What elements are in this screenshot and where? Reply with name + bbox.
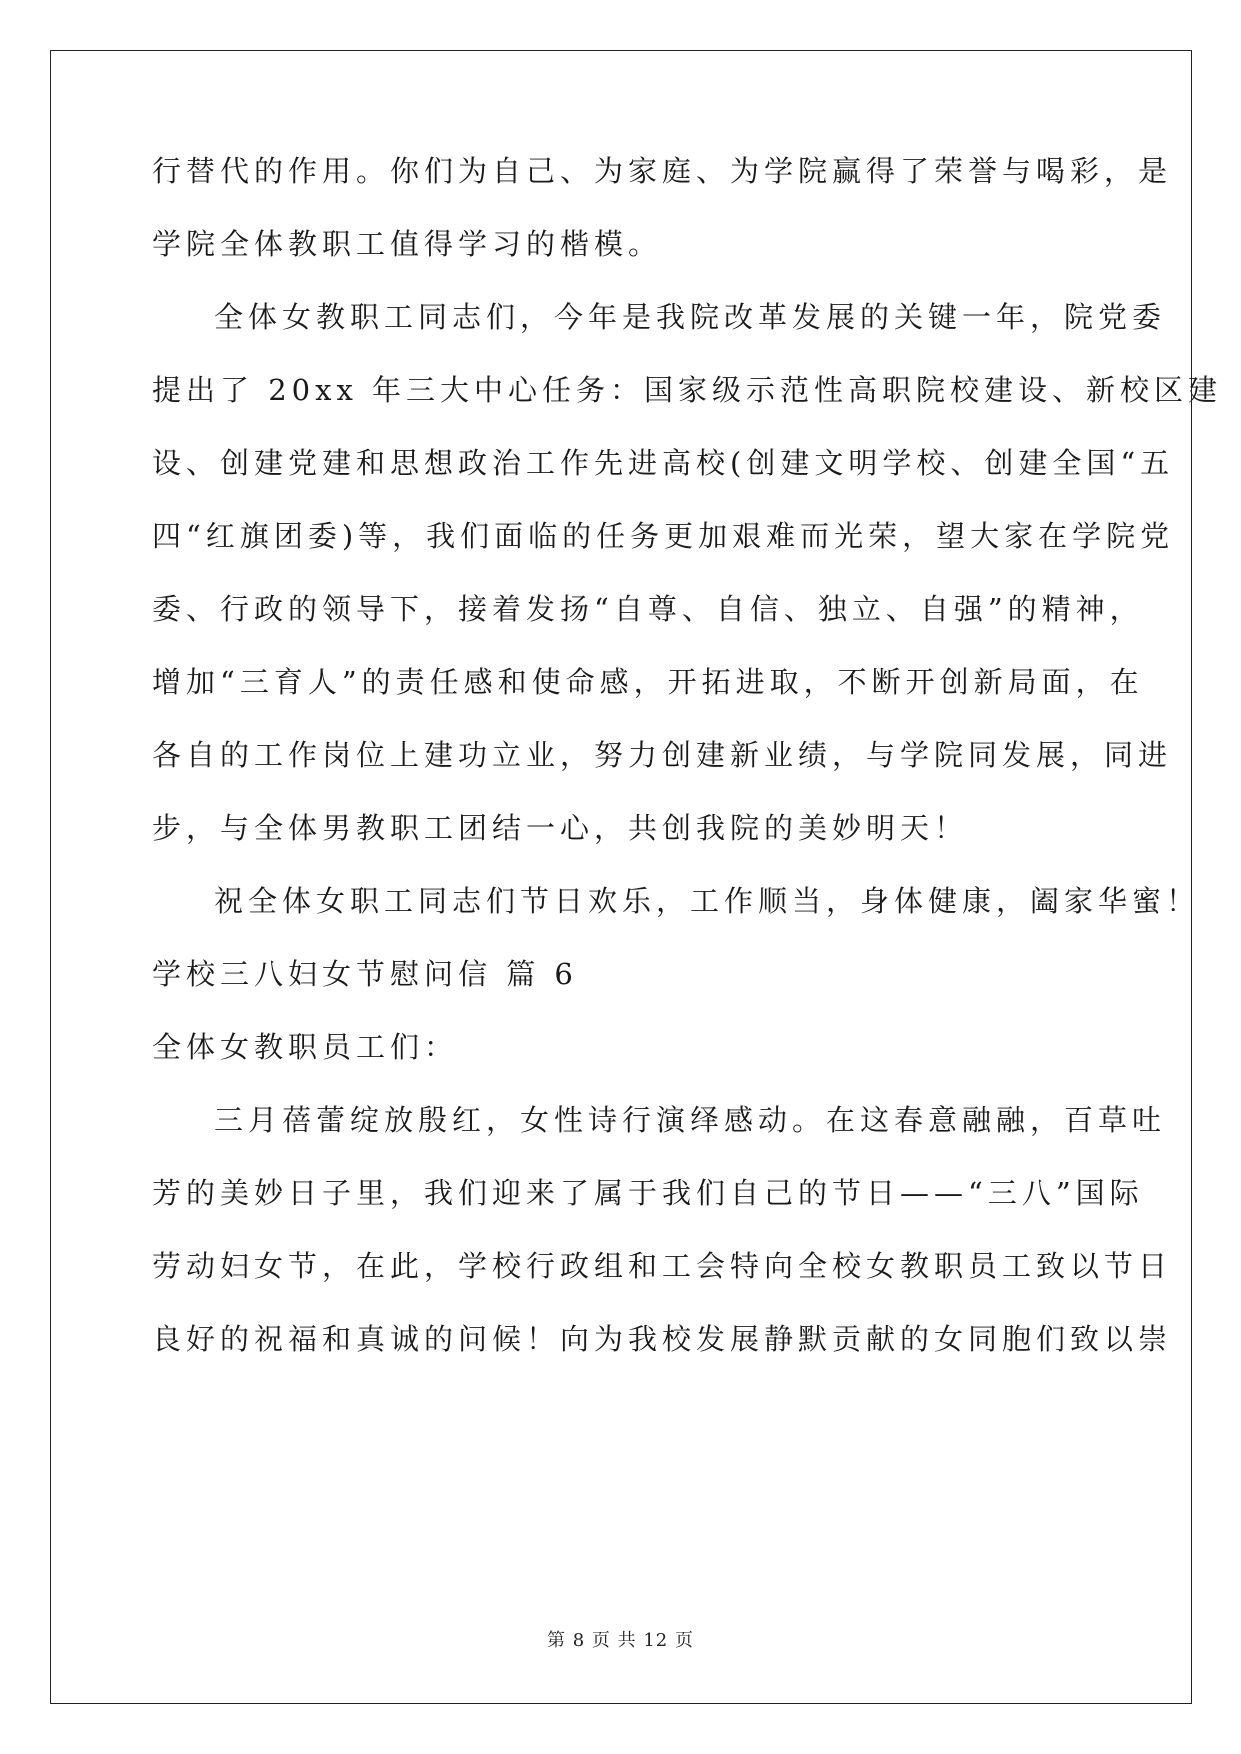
text-line-8: 增加“三育人”的责任感和使命感，开拓进取，不断开创新局面，在 [152,665,1144,699]
text-line-4: 提出了 20xx 年三大中心任务：国家级示范性高职院校建设、新校区建 [152,373,1223,407]
text-line-10: 步，与全体男教职工团结一心，共创我院的美妙明天！ [152,811,969,845]
text-line-17: 良好的祝福和真诚的问候！向为我校发展静默贡献的女同胞们致以崇 [152,1322,1173,1356]
text-line-9: 各自的工作岗位上建功立业，努力创建新业绩，与学院同发展，同进 [152,738,1173,772]
text-line-1: 行替代的作用。你们为自己、为家庭、为学院赢得了荣誉与喝彩，是 [152,154,1173,188]
text-line-6: 四“红旗团委)等，我们面临的任务更加艰难而光荣，望大家在学院党 [152,519,1175,553]
text-line-2: 学院全体教职工值得学习的楷模。 [152,227,663,261]
text-line-5: 设、创建党建和思想政治工作先进高校(创建文明学校、创建全国“五 [152,446,1175,480]
section-heading: 学校三八妇女节慰问信 篇 6 [152,957,578,991]
text-line-15: 芳的美妙日子里，我们迎来了属于我们自己的节日——“三八”国际 [152,1176,1144,1210]
text-line-16: 劳动妇女节，在此，学校行政组和工会特向全校女教职员工致以节日 [152,1249,1173,1283]
text-line-7: 委、行政的领导下，接着发扬“自尊、自信、独立、自强”的精神， [152,592,1144,626]
text-line-3: 全体女教职工同志们，今年是我院改革发展的关键一年，院党委 [214,300,1167,334]
text-line-11: 祝全体女职工同志们节日欢乐，工作顺当，身体健康，阖家华蜜！ [214,884,1201,918]
salutation: 全体女教职员工们： [152,1030,459,1064]
page-number-footer: 第 8 页 共 12 页 [547,1630,694,1651]
text-line-14: 三月蓓蕾绽放殷红，女性诗行演绎感动。在这春意融融，百草吐 [214,1103,1167,1137]
